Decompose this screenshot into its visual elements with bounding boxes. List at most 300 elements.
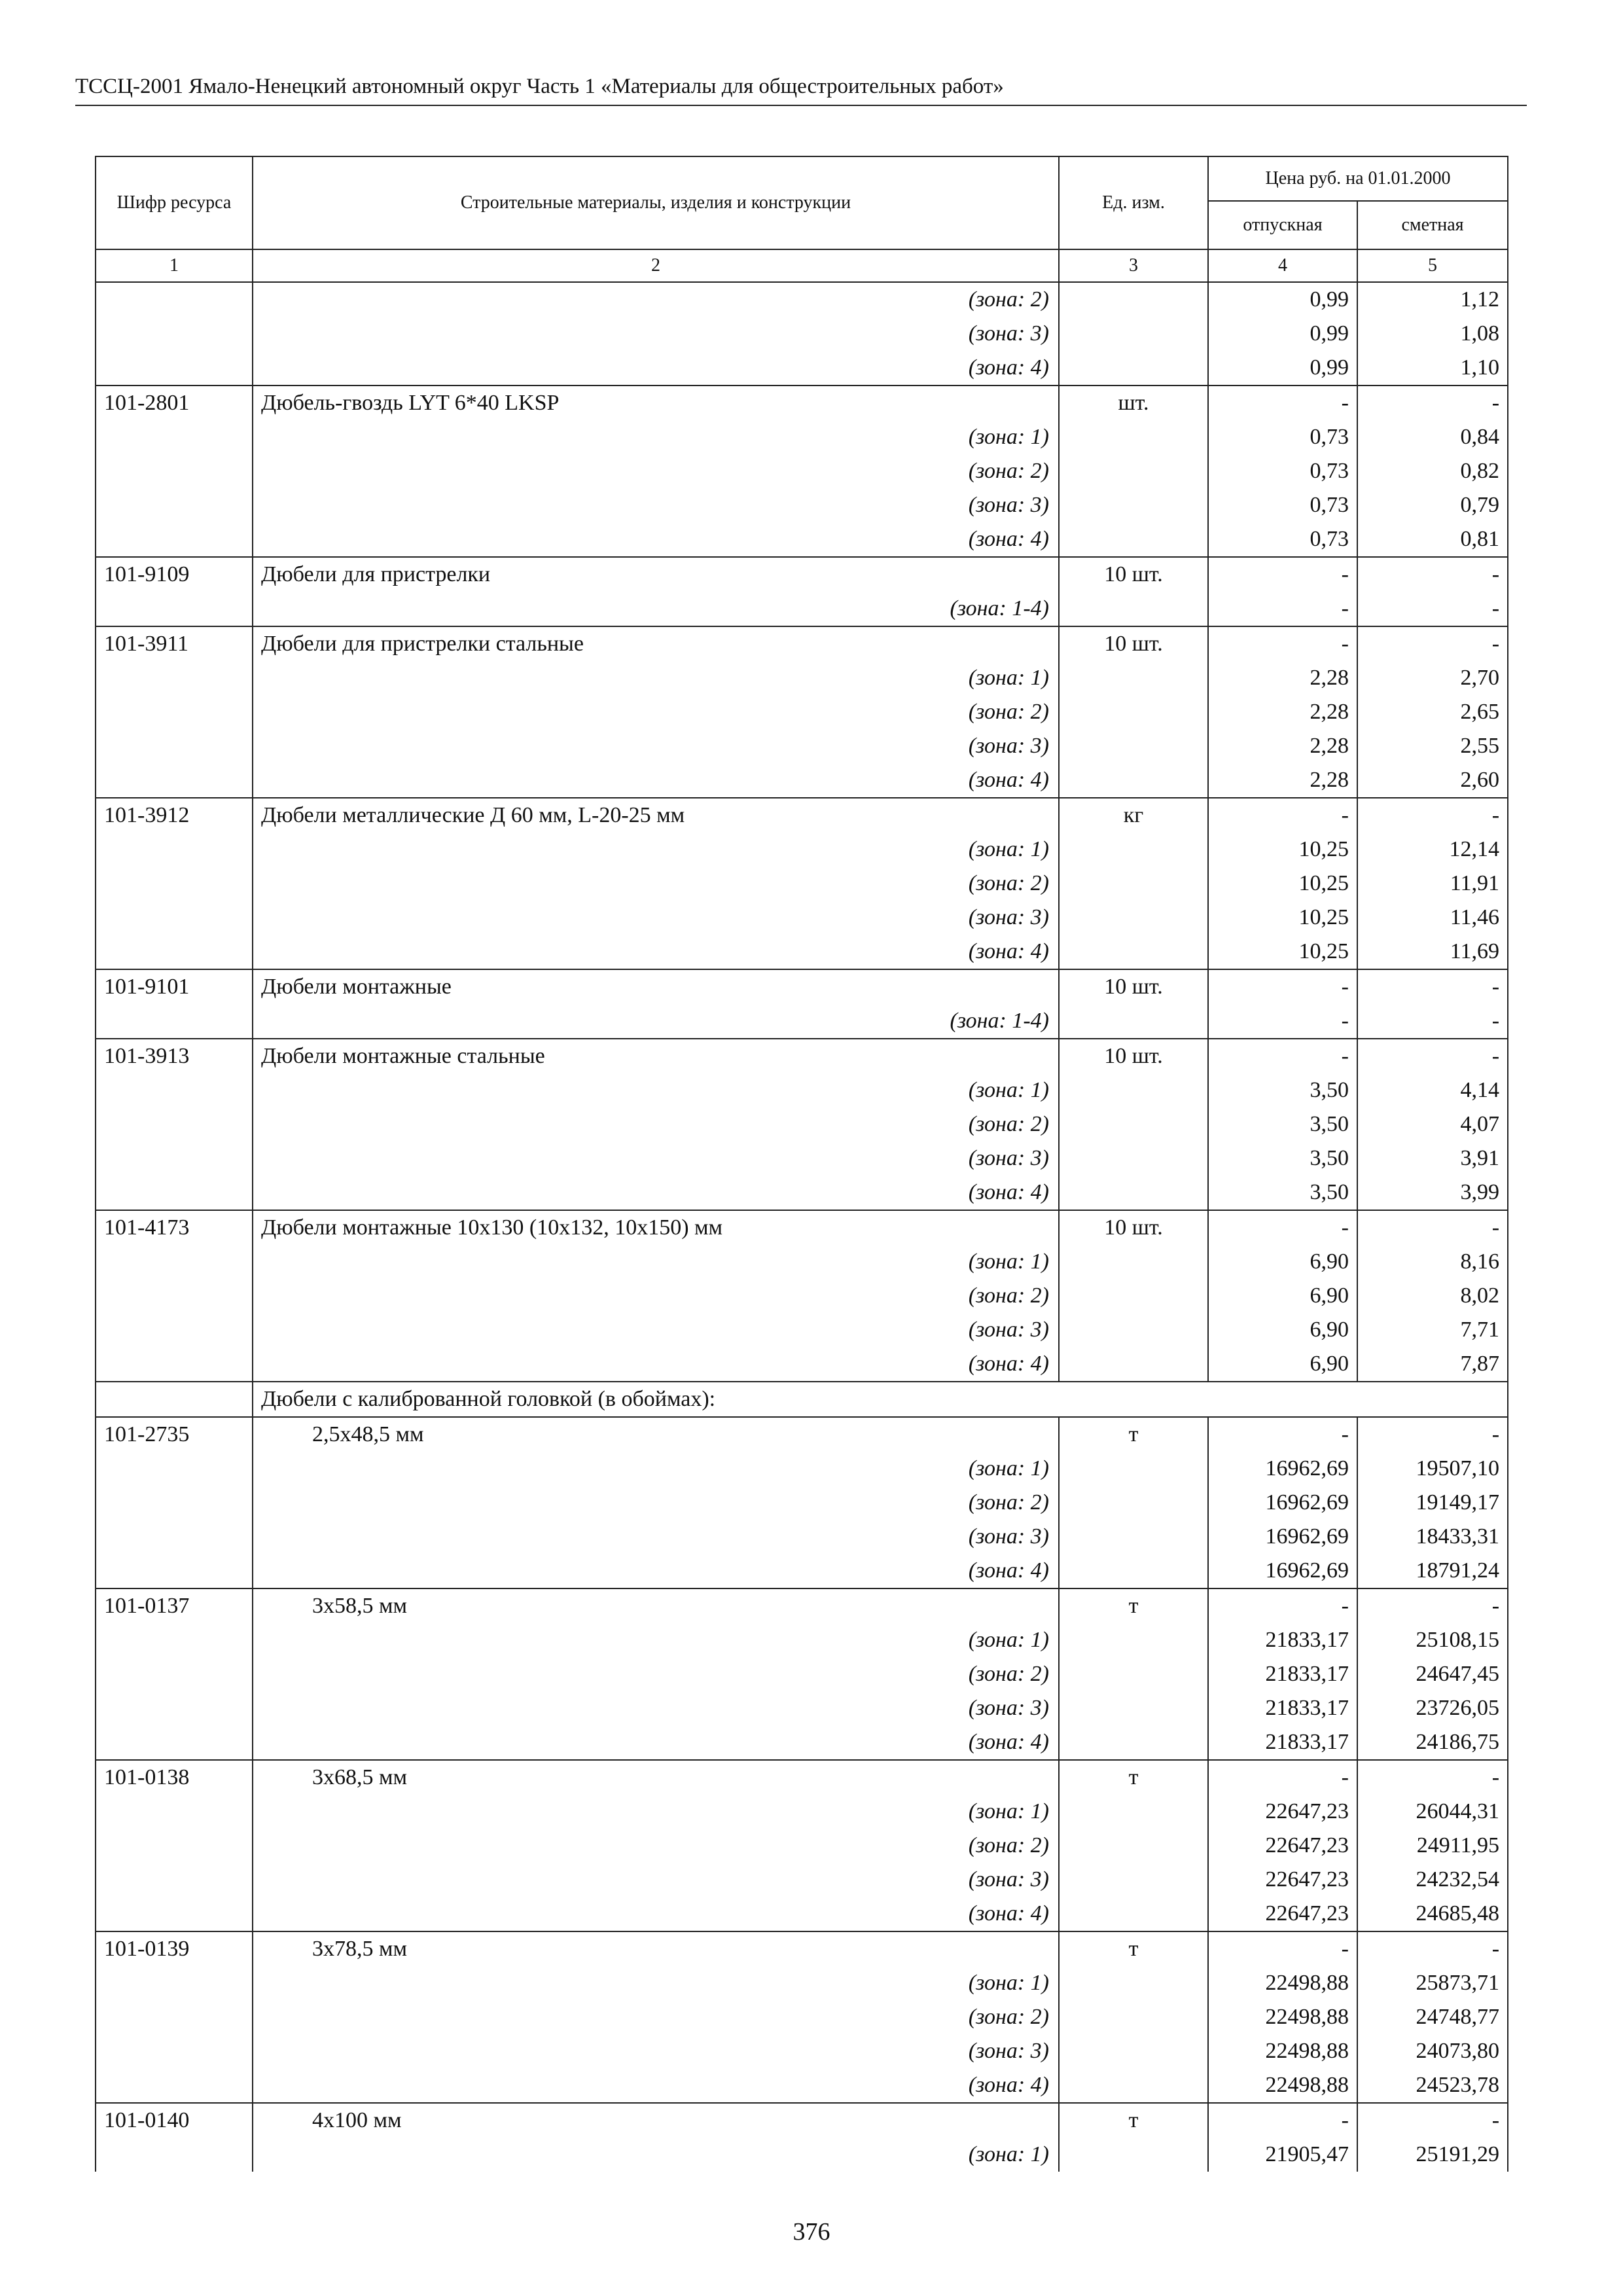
zone-label-cell: (зона: 2) xyxy=(253,2000,1059,2034)
header-name: Строительные материалы, изделия и конструкции xyxy=(253,156,1059,249)
zone-label-cell: (зона: 4) xyxy=(253,1554,1059,1588)
table-row xyxy=(96,1452,1508,1486)
release-price-cell: - xyxy=(1208,386,1357,420)
table-row xyxy=(96,351,1508,386)
resource-code-cell xyxy=(96,282,253,317)
resource-code-cell xyxy=(96,1313,253,1347)
estimate-price-cell: - xyxy=(1357,1210,1508,1245)
resource-code-cell xyxy=(96,454,253,488)
unit-cell: т xyxy=(1059,2103,1208,2138)
table-row xyxy=(96,1829,1508,1863)
unit-cell xyxy=(1059,351,1208,386)
estimate-price-cell: 0,82 xyxy=(1357,454,1508,488)
resource-code-cell xyxy=(96,1897,253,1931)
zone-label-cell: (зона: 4) xyxy=(253,1897,1059,1931)
table-row xyxy=(96,2103,1508,2138)
unit-cell: шт. xyxy=(1059,386,1208,420)
zone-label-cell: (зона: 2) xyxy=(253,1829,1059,1863)
release-price-cell: 16962,69 xyxy=(1208,1452,1357,1486)
unit-cell xyxy=(1059,1554,1208,1588)
unit-cell xyxy=(1059,454,1208,488)
table-row xyxy=(96,763,1508,798)
table-row xyxy=(96,1313,1508,1347)
material-name-cell: 3х78,5 мм xyxy=(253,1931,1059,1966)
zone-label-cell: (зона: 4) xyxy=(253,935,1059,969)
zone-label-cell: (зона: 3) xyxy=(253,901,1059,935)
release-price-cell: - xyxy=(1208,1588,1357,1623)
material-name-cell: Дюбель-гвоздь LYT 6*40 LKSP xyxy=(253,386,1059,420)
zone-label-cell: (зона: 1) xyxy=(253,1073,1059,1107)
unit-cell xyxy=(1059,1175,1208,1210)
unit-cell xyxy=(1059,317,1208,351)
unit-cell xyxy=(1059,1347,1208,1382)
table-row xyxy=(96,1588,1508,1623)
unit-cell xyxy=(1059,695,1208,729)
unit-cell xyxy=(1059,1725,1208,1760)
resource-code-cell xyxy=(96,1863,253,1897)
zone-label-cell: (зона: 3) xyxy=(253,729,1059,763)
price-table xyxy=(95,156,1508,2172)
release-price-cell: 21833,17 xyxy=(1208,1691,1357,1725)
unit-cell xyxy=(1059,282,1208,317)
resource-code-cell: 101-0140 xyxy=(96,2103,253,2138)
resource-code-cell xyxy=(96,1691,253,1725)
resource-code-cell xyxy=(96,522,253,557)
release-price-cell: 6,90 xyxy=(1208,1347,1357,1382)
resource-code-cell xyxy=(96,2000,253,2034)
header-estimate-price: сметная xyxy=(1357,201,1508,249)
resource-code-cell xyxy=(96,1795,253,1829)
document-header-title: ТССЦ-2001 Ямало-Ненецкий автономный округ Часть 1 «Материалы для общестроительных работ» xyxy=(75,75,1004,98)
resource-code-cell: 101-2735 xyxy=(96,1417,253,1452)
unit-cell xyxy=(1059,833,1208,867)
table-row xyxy=(96,1175,1508,1210)
estimate-price-cell: 18433,31 xyxy=(1357,1520,1508,1554)
release-price-cell: 21833,17 xyxy=(1208,1657,1357,1691)
table-row xyxy=(96,1279,1508,1313)
table-row xyxy=(96,1382,1508,1417)
release-price-cell: - xyxy=(1208,1039,1357,1073)
release-price-cell: 0,99 xyxy=(1208,351,1357,386)
estimate-price-cell: 25108,15 xyxy=(1357,1623,1508,1657)
unit-cell: т xyxy=(1059,1931,1208,1966)
unit-cell xyxy=(1059,1245,1208,1279)
table-row xyxy=(96,1795,1508,1829)
material-name-cell: Дюбели монтажные xyxy=(253,969,1059,1004)
zone-label-cell: (зона: 1-4) xyxy=(253,592,1059,626)
estimate-price-cell: 7,87 xyxy=(1357,1347,1508,1382)
resource-code-cell: 101-3912 xyxy=(96,798,253,833)
resource-code-cell xyxy=(96,1004,253,1039)
release-price-cell: 3,50 xyxy=(1208,1073,1357,1107)
table-row xyxy=(96,1141,1508,1175)
zone-label-cell: (зона: 3) xyxy=(253,1141,1059,1175)
table-row xyxy=(96,626,1508,661)
resource-code-cell: 101-3911 xyxy=(96,626,253,661)
estimate-price-cell: - xyxy=(1357,592,1508,626)
unit-cell: 10 шт. xyxy=(1059,1210,1208,1245)
page-number: 376 xyxy=(793,2218,830,2246)
estimate-price-cell: 1,12 xyxy=(1357,282,1508,317)
unit-cell: т xyxy=(1059,1588,1208,1623)
price-table-body xyxy=(96,282,1508,2172)
table-row xyxy=(96,522,1508,557)
table-row xyxy=(96,661,1508,695)
unit-cell xyxy=(1059,935,1208,969)
estimate-price-cell: 19149,17 xyxy=(1357,1486,1508,1520)
table-row xyxy=(96,317,1508,351)
unit-cell: 10 шт. xyxy=(1059,626,1208,661)
estimate-price-cell: 18791,24 xyxy=(1357,1554,1508,1588)
unit-cell xyxy=(1059,1313,1208,1347)
zone-label-cell: (зона: 4) xyxy=(253,1347,1059,1382)
table-row xyxy=(96,901,1508,935)
resource-code-cell xyxy=(96,351,253,386)
resource-code-cell xyxy=(96,833,253,867)
release-price-cell: 22647,23 xyxy=(1208,1863,1357,1897)
header-col-number: 3 xyxy=(1059,249,1208,282)
resource-code-cell xyxy=(96,2034,253,2068)
release-price-cell: 22498,88 xyxy=(1208,2034,1357,2068)
estimate-price-cell: 26044,31 xyxy=(1357,1795,1508,1829)
table-row xyxy=(96,1863,1508,1897)
estimate-price-cell: 24523,78 xyxy=(1357,2068,1508,2103)
table-row xyxy=(96,2138,1508,2172)
zone-label-cell: (зона: 1-4) xyxy=(253,1004,1059,1039)
estimate-price-cell: 8,02 xyxy=(1357,1279,1508,1313)
material-name-cell: Дюбели металлические Д 60 мм, L-20-25 мм xyxy=(253,798,1059,833)
release-price-cell: 2,28 xyxy=(1208,695,1357,729)
table-row xyxy=(96,695,1508,729)
release-price-cell: - xyxy=(1208,1417,1357,1452)
group-title-cell: Дюбели с калиброванной головкой (в обоймах): xyxy=(253,1382,1508,1417)
resource-code-cell xyxy=(96,1382,253,1417)
zone-label-cell: (зона: 1) xyxy=(253,1795,1059,1829)
unit-cell xyxy=(1059,1795,1208,1829)
table-row xyxy=(96,386,1508,420)
unit-cell xyxy=(1059,2034,1208,2068)
resource-code-cell xyxy=(96,729,253,763)
zone-label-cell: (зона: 3) xyxy=(253,1520,1059,1554)
resource-code-cell: 101-0138 xyxy=(96,1760,253,1795)
resource-code-cell xyxy=(96,1966,253,2000)
unit-cell xyxy=(1059,1004,1208,1039)
resource-code-cell xyxy=(96,1347,253,1382)
zone-label-cell: (зона: 4) xyxy=(253,522,1059,557)
table-row xyxy=(96,1073,1508,1107)
estimate-price-cell: 25873,71 xyxy=(1357,1966,1508,2000)
estimate-price-cell: 1,08 xyxy=(1357,317,1508,351)
resource-code-cell: 101-4173 xyxy=(96,1210,253,1245)
release-price-cell: 22647,23 xyxy=(1208,1897,1357,1931)
zone-label-cell: (зона: 3) xyxy=(253,2034,1059,2068)
resource-code-cell xyxy=(96,2138,253,2172)
table-row xyxy=(96,2034,1508,2068)
unit-cell xyxy=(1059,1863,1208,1897)
zone-label-cell: (зона: 4) xyxy=(253,351,1059,386)
release-price-cell: 10,25 xyxy=(1208,867,1357,901)
header-col-number: 2 xyxy=(253,249,1059,282)
table-row xyxy=(96,454,1508,488)
release-price-cell: - xyxy=(1208,1004,1357,1039)
resource-code-cell xyxy=(96,763,253,798)
table-row xyxy=(96,1657,1508,1691)
estimate-price-cell: 7,71 xyxy=(1357,1313,1508,1347)
table-row xyxy=(96,1107,1508,1141)
release-price-cell: 10,25 xyxy=(1208,833,1357,867)
unit-cell xyxy=(1059,867,1208,901)
zone-label-cell: (зона: 1) xyxy=(253,2138,1059,2172)
table-row xyxy=(96,1623,1508,1657)
zone-label-cell: (зона: 2) xyxy=(253,454,1059,488)
material-name-cell: 2,5х48,5 мм xyxy=(253,1417,1059,1452)
release-price-cell: 16962,69 xyxy=(1208,1554,1357,1588)
unit-cell xyxy=(1059,522,1208,557)
resource-code-cell xyxy=(96,935,253,969)
table-row xyxy=(96,282,1508,317)
zone-label-cell: (зона: 1) xyxy=(253,1245,1059,1279)
unit-cell xyxy=(1059,901,1208,935)
resource-code-cell xyxy=(96,1279,253,1313)
header-release-price: отпускная xyxy=(1208,201,1357,249)
table-row xyxy=(96,420,1508,454)
estimate-price-cell: - xyxy=(1357,1931,1508,1966)
zone-label-cell: (зона: 3) xyxy=(253,317,1059,351)
unit-cell: 10 шт. xyxy=(1059,1039,1208,1073)
estimate-price-cell: - xyxy=(1357,969,1508,1004)
zone-label-cell: (зона: 3) xyxy=(253,1313,1059,1347)
zone-label-cell: (зона: 2) xyxy=(253,695,1059,729)
header-col-number: 1 xyxy=(96,249,253,282)
material-name-cell: 3х58,5 мм xyxy=(253,1588,1059,1623)
resource-code-cell: 101-0139 xyxy=(96,1931,253,1966)
release-price-cell: - xyxy=(1208,626,1357,661)
estimate-price-cell: 24685,48 xyxy=(1357,1897,1508,1931)
release-price-cell: 0,99 xyxy=(1208,282,1357,317)
estimate-price-cell: 4,14 xyxy=(1357,1073,1508,1107)
zone-label-cell: (зона: 1) xyxy=(253,420,1059,454)
unit-cell xyxy=(1059,1452,1208,1486)
unit-cell xyxy=(1059,1520,1208,1554)
release-price-cell: - xyxy=(1208,1760,1357,1795)
zone-label-cell: (зона: 1) xyxy=(253,833,1059,867)
resource-code-cell xyxy=(96,1141,253,1175)
table-row xyxy=(96,2068,1508,2103)
material-name-cell: Дюбели монтажные 10х130 (10х132, 10х150) мм xyxy=(253,1210,1059,1245)
estimate-price-cell: 24911,95 xyxy=(1357,1829,1508,1863)
unit-cell xyxy=(1059,1486,1208,1520)
release-price-cell: - xyxy=(1208,1931,1357,1966)
unit-cell xyxy=(1059,729,1208,763)
estimate-price-cell: - xyxy=(1357,1417,1508,1452)
estimate-price-cell: 2,60 xyxy=(1357,763,1508,798)
release-price-cell: 0,99 xyxy=(1208,317,1357,351)
zone-label-cell: (зона: 3) xyxy=(253,1691,1059,1725)
table-row xyxy=(96,488,1508,522)
estimate-price-cell: 24748,77 xyxy=(1357,2000,1508,2034)
unit-cell xyxy=(1059,2000,1208,2034)
release-price-cell: - xyxy=(1208,557,1357,592)
unit-cell xyxy=(1059,420,1208,454)
estimate-price-cell: 3,99 xyxy=(1357,1175,1508,1210)
estimate-price-cell: - xyxy=(1357,798,1508,833)
table-row xyxy=(96,729,1508,763)
release-price-cell: 21833,17 xyxy=(1208,1725,1357,1760)
unit-cell xyxy=(1059,1829,1208,1863)
estimate-price-cell: 19507,10 xyxy=(1357,1452,1508,1486)
resource-code-cell xyxy=(96,1452,253,1486)
release-price-cell: 21905,47 xyxy=(1208,2138,1357,2172)
resource-code-cell xyxy=(96,317,253,351)
estimate-price-cell: - xyxy=(1357,557,1508,592)
table-row xyxy=(96,1004,1508,1039)
estimate-price-cell: - xyxy=(1357,1760,1508,1795)
release-price-cell: 22498,88 xyxy=(1208,2000,1357,2034)
zone-label-cell: (зона: 4) xyxy=(253,1175,1059,1210)
table-row xyxy=(96,1347,1508,1382)
resource-code-cell xyxy=(96,661,253,695)
material-name-cell: 4х100 мм xyxy=(253,2103,1059,2138)
resource-code-cell: 101-9109 xyxy=(96,557,253,592)
release-price-cell: 10,25 xyxy=(1208,901,1357,935)
estimate-price-cell: - xyxy=(1357,626,1508,661)
estimate-price-cell: 24186,75 xyxy=(1357,1725,1508,1760)
table-row xyxy=(96,557,1508,592)
resource-code-cell xyxy=(96,1554,253,1588)
release-price-cell: 0,73 xyxy=(1208,454,1357,488)
release-price-cell: 0,73 xyxy=(1208,522,1357,557)
zone-label-cell: (зона: 3) xyxy=(253,488,1059,522)
release-price-cell: 6,90 xyxy=(1208,1245,1357,1279)
material-name-cell: Дюбели для пристрелки xyxy=(253,557,1059,592)
unit-cell xyxy=(1059,763,1208,798)
release-price-cell: 21833,17 xyxy=(1208,1623,1357,1657)
release-price-cell: 3,50 xyxy=(1208,1175,1357,1210)
table-row xyxy=(96,1760,1508,1795)
zone-label-cell: (зона: 2) xyxy=(253,867,1059,901)
resource-code-cell: 101-9101 xyxy=(96,969,253,1004)
estimate-price-cell: 25191,29 xyxy=(1357,2138,1508,2172)
unit-cell xyxy=(1059,1141,1208,1175)
unit-cell: кг xyxy=(1059,798,1208,833)
resource-code-cell: 101-2801 xyxy=(96,386,253,420)
release-price-cell: 6,90 xyxy=(1208,1279,1357,1313)
release-price-cell: - xyxy=(1208,2103,1357,2138)
zone-label-cell: (зона: 1) xyxy=(253,1452,1059,1486)
resource-code-cell xyxy=(96,1520,253,1554)
resource-code-cell xyxy=(96,1623,253,1657)
header-divider xyxy=(75,105,1527,106)
zone-label-cell: (зона: 1) xyxy=(253,1623,1059,1657)
table-row xyxy=(96,1691,1508,1725)
resource-code-cell xyxy=(96,867,253,901)
unit-cell xyxy=(1059,1279,1208,1313)
unit-cell xyxy=(1059,1897,1208,1931)
unit-cell: т xyxy=(1059,1760,1208,1795)
resource-code-cell xyxy=(96,1657,253,1691)
release-price-cell: - xyxy=(1208,592,1357,626)
unit-cell: 10 шт. xyxy=(1059,557,1208,592)
release-price-cell: 3,50 xyxy=(1208,1141,1357,1175)
zone-label-cell: (зона: 2) xyxy=(253,1279,1059,1313)
release-price-cell: 2,28 xyxy=(1208,729,1357,763)
price-table-header xyxy=(96,156,1508,282)
resource-code-cell xyxy=(96,1245,253,1279)
zone-label-cell: (зона: 2) xyxy=(253,1107,1059,1141)
resource-code-cell xyxy=(96,488,253,522)
release-price-cell: 2,28 xyxy=(1208,661,1357,695)
release-price-cell: - xyxy=(1208,798,1357,833)
resource-code-cell xyxy=(96,1073,253,1107)
resource-code-cell xyxy=(96,1486,253,1520)
unit-cell xyxy=(1059,1691,1208,1725)
estimate-price-cell: 24647,45 xyxy=(1357,1657,1508,1691)
resource-code-cell xyxy=(96,695,253,729)
table-row xyxy=(96,1897,1508,1931)
table-row xyxy=(96,1725,1508,1760)
unit-cell: т xyxy=(1059,1417,1208,1452)
unit-cell xyxy=(1059,592,1208,626)
resource-code-cell: 101-0137 xyxy=(96,1588,253,1623)
resource-code-cell xyxy=(96,901,253,935)
unit-cell xyxy=(1059,488,1208,522)
header-code: Шифр ресурса xyxy=(96,156,253,249)
unit-cell xyxy=(1059,1966,1208,2000)
estimate-price-cell: - xyxy=(1357,1039,1508,1073)
zone-label-cell: (зона: 1) xyxy=(253,661,1059,695)
zone-label-cell: (зона: 4) xyxy=(253,1725,1059,1760)
table-row xyxy=(96,1486,1508,1520)
table-row xyxy=(96,969,1508,1004)
estimate-price-cell: 8,16 xyxy=(1357,1245,1508,1279)
table-row xyxy=(96,867,1508,901)
unit-cell xyxy=(1059,2068,1208,2103)
resource-code-cell xyxy=(96,2068,253,2103)
release-price-cell: - xyxy=(1208,969,1357,1004)
table-row xyxy=(96,1966,1508,2000)
unit-cell xyxy=(1059,661,1208,695)
release-price-cell: 16962,69 xyxy=(1208,1520,1357,1554)
release-price-cell: 6,90 xyxy=(1208,1313,1357,1347)
zone-label-cell: (зона: 4) xyxy=(253,2068,1059,2103)
resource-code-cell xyxy=(96,420,253,454)
estimate-price-cell: - xyxy=(1357,1004,1508,1039)
table-row xyxy=(96,833,1508,867)
material-name-cell: 3х68,5 мм xyxy=(253,1760,1059,1795)
table-row xyxy=(96,1210,1508,1245)
table-row xyxy=(96,798,1508,833)
release-price-cell: 22498,88 xyxy=(1208,1966,1357,2000)
resource-code-cell xyxy=(96,1175,253,1210)
table-row xyxy=(96,935,1508,969)
zone-label-cell: (зона: 2) xyxy=(253,282,1059,317)
estimate-price-cell: 3,91 xyxy=(1357,1141,1508,1175)
estimate-price-cell: 2,70 xyxy=(1357,661,1508,695)
resource-code-cell xyxy=(96,592,253,626)
zone-label-cell: (зона: 1) xyxy=(253,1966,1059,2000)
resource-code-cell xyxy=(96,1829,253,1863)
estimate-price-cell: 0,79 xyxy=(1357,488,1508,522)
unit-cell xyxy=(1059,1657,1208,1691)
estimate-price-cell: 0,81 xyxy=(1357,522,1508,557)
table-row xyxy=(96,1554,1508,1588)
release-price-cell: 3,50 xyxy=(1208,1107,1357,1141)
estimate-price-cell: 12,14 xyxy=(1357,833,1508,867)
release-price-cell: 2,28 xyxy=(1208,763,1357,798)
unit-cell xyxy=(1059,2138,1208,2172)
estimate-price-cell: 11,46 xyxy=(1357,901,1508,935)
release-price-cell: 0,73 xyxy=(1208,420,1357,454)
